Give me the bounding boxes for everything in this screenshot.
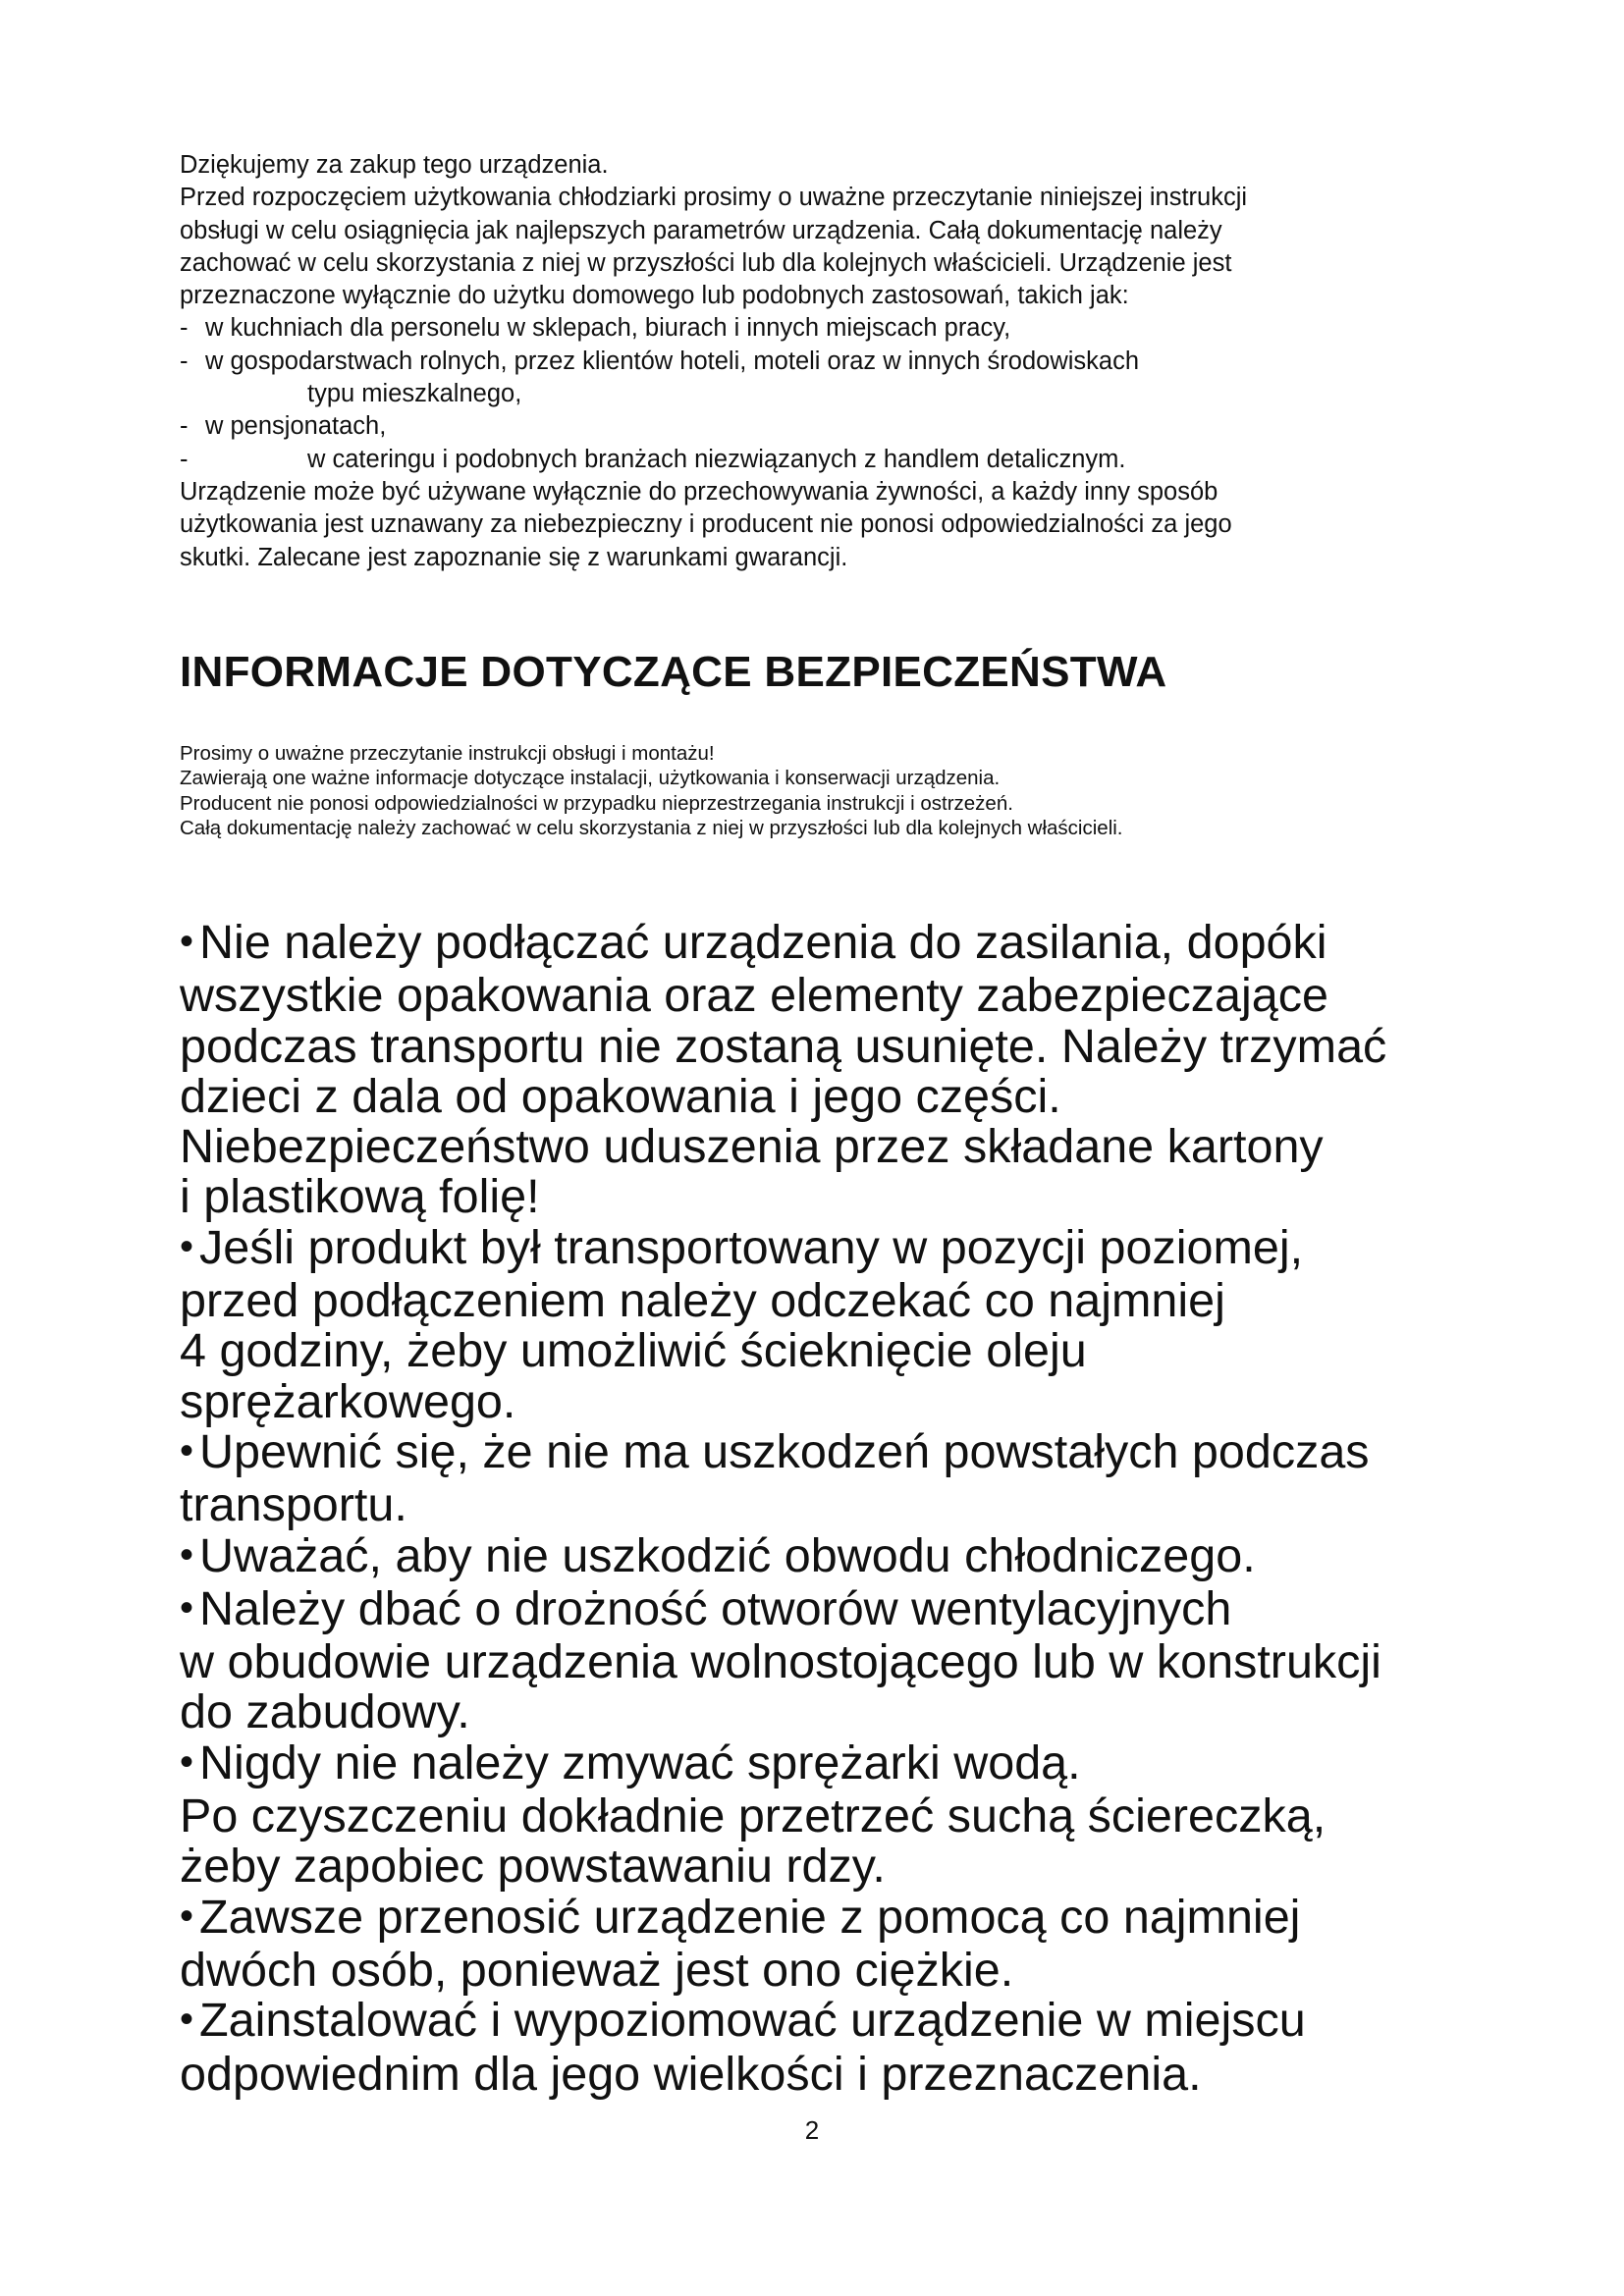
use-list-item <box>180 410 1456 443</box>
bullet-text: Nigdy nie należy zmywać sprężarki wodą. <box>199 1735 1081 1789</box>
notice-line: Całą dokumentację należy zachować w celu skorzystania z niej w przyszłości lub dla kolejnych właścicieli. <box>180 816 1123 839</box>
bullet-continuation: w obudowie urządzenia wolnostojącego lub w konstrukcji <box>180 1635 1381 1689</box>
bullet-continuation: żeby zapobiec powstawaniu rdzy. <box>180 1840 886 1894</box>
bullet-line <box>180 1220 1386 1276</box>
bullet-line <box>180 1424 1386 1480</box>
page-number: 2 <box>804 2115 820 2145</box>
bullet-continuation: odpowiednim dla jego wielkości i przeznaczenia. <box>180 2047 1202 2101</box>
intro-line: obsługi w celu osiągnięcia jak najlepszych parametrów urządzenia. Całą dokumentację należy <box>180 216 1222 244</box>
use-list-text: w gospodarstwach rolnych, przez klientów hoteli, moteli oraz w innych środowiskach <box>205 347 1140 375</box>
bullet-continuation: i plastikową folię! <box>180 1170 540 1224</box>
bullet-continuation: podczas transportu nie zostaną usunięte. Należy trzymać <box>180 1019 1387 1073</box>
bullet-continuation: wszystkie opakowania oraz elementy zabezpieczające <box>180 969 1328 1023</box>
notice-line: Prosimy o uważne przeczytanie instrukcji obsługi i montażu! <box>180 742 715 765</box>
intro-closing-line: Urządzenie może być używane wyłącznie do przechowywania żywności, a każdy inny sposób <box>180 477 1218 506</box>
bullet-marker: • <box>180 1428 194 1472</box>
bullet-line <box>180 1890 1386 1946</box>
bullet-marker: • <box>180 1224 194 1268</box>
notice-line: Producent nie ponosi odpowiedzialności w przypadku nieprzestrzegania instrukcji i ostrzeżeń. <box>180 791 1013 815</box>
intro-section <box>180 149 1456 574</box>
bullet-line <box>180 918 1386 971</box>
bullet-marker: • <box>180 1998 194 2042</box>
dash-marker: - <box>180 314 189 343</box>
use-list-text: w cateringu i podobnych branżach niezwiązanych z handlem detalicznym. <box>307 445 1126 473</box>
dash-marker: - <box>180 347 189 375</box>
section-heading: INFORMACJE DOTYCZĄCE BEZPIECZEŃSTWA <box>180 648 1167 696</box>
bullet-continuation: 4 godziny, żeby umożliwić ścieknięcie oleju <box>180 1324 1087 1378</box>
bullet-text: Zainstalować i wypoziomować urządzenie w miejscu <box>199 1994 1306 2048</box>
bullet-marker: • <box>180 1532 194 1576</box>
bullet-line <box>180 1528 1386 1584</box>
use-list-item <box>180 346 1456 378</box>
bullet-continuation: Niebezpieczeństwo uduszenia przez składane kartony <box>180 1120 1324 1174</box>
bullet-text: Uważać, aby nie uszkodzić obwodu chłodniczego. <box>199 1528 1256 1582</box>
dash-marker: - <box>180 445 189 473</box>
bullet-text: Jeśli produkt był transportowany w pozycji poziomej, <box>199 1220 1304 1274</box>
bullet-marker: • <box>180 1739 194 1784</box>
bullet-marker: • <box>180 1585 194 1629</box>
notice-line: Zawierają one ważne informacje dotyczące instalacji, użytkowania i konserwacji urządzenia. <box>180 767 1001 790</box>
intro-line: Dziękujemy za zakup tego urządzenia. <box>180 151 609 179</box>
bullet-line <box>180 1735 1386 1791</box>
bullet-marker: • <box>180 1894 194 1938</box>
bullet-continuation: transportu. <box>180 1478 407 1532</box>
bullet-continuation: dwóch osób, ponieważ jest ono ciężkie. <box>180 1943 1014 1997</box>
use-list-continuation: typu mieszkalnego, <box>307 380 522 408</box>
intro-line: zachować w celu skorzystania z niej w przyszłości lub dla kolejnych właścicieli. Urządzenie jest <box>180 248 1232 277</box>
intro-closing-line: skutki. Zalecane jest zapoznanie się z warunkami gwarancji. <box>180 543 848 571</box>
bullet-text: Nie należy podłączać urządzenia do zasilania, dopóki <box>199 916 1327 969</box>
intro-closing-line: użytkowania jest uznawany za niebezpieczny i producent nie ponosi odpowiedzialności za jego <box>180 510 1232 539</box>
bullet-continuation: przed podłączeniem należy odczekać co najmniej <box>180 1274 1225 1328</box>
use-list-text: w kuchniach dla personelu w sklepach, biurach i innych miejscach pracy, <box>205 314 1011 343</box>
safety-notice <box>180 741 1123 840</box>
intro-line: przeznaczone wyłącznie do użytku domowego lub podobnych zastosowań, takich jak: <box>180 282 1129 310</box>
bullet-marker: • <box>180 920 194 963</box>
use-list-item <box>180 444 1456 476</box>
bullet-line <box>180 1581 1386 1637</box>
bullet-continuation: Po czyszczeniu dokładnie przetrzeć suchą ściereczką, <box>180 1789 1326 1843</box>
bullet-continuation: sprężarkowego. <box>180 1374 516 1428</box>
bullet-line <box>180 1996 1386 2049</box>
bullet-text: Zawsze przenosić urządzenie z pomocą co najmniej <box>199 1890 1301 1944</box>
bullet-text: Należy dbać o drożność otworów wentylacyjnych <box>199 1581 1232 1635</box>
safety-bullets <box>180 918 1386 2100</box>
dash-marker: - <box>180 412 189 441</box>
bullet-continuation: dzieci z dala od opakowania i jego części. <box>180 1069 1061 1123</box>
bullet-continuation: do zabudowy. <box>180 1685 470 1739</box>
bullet-text: Upewnić się, że nie ma uszkodzeń powstałych podczas <box>199 1424 1370 1478</box>
intro-line: Przed rozpoczęciem użytkowania chłodziarki prosimy o uważne przeczytanie niniejszej instrukcji <box>180 184 1248 212</box>
use-list-item <box>180 312 1456 345</box>
use-list-text: w pensjonatach, <box>205 412 387 441</box>
